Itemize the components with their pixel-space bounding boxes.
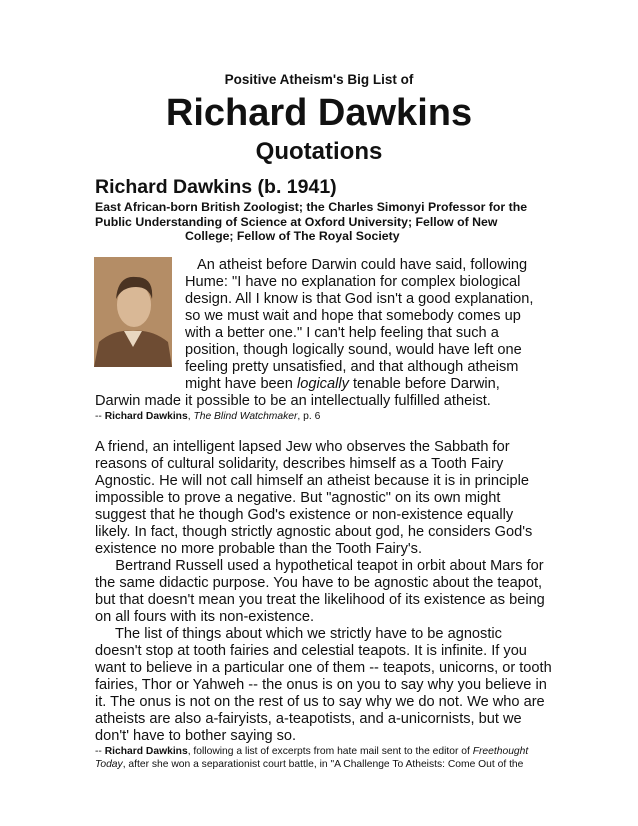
cite-author: Richard Dawkins bbox=[104, 411, 188, 422]
bio-line: College; Fellow of The Royal Society bbox=[185, 229, 400, 244]
text-line: suggest that he though God's existence or non-existence equally bbox=[95, 507, 514, 523]
text-line: doesn't stop at tooth fairies and celestial teapots. It is infinite. If you bbox=[95, 643, 527, 659]
cite-author: Richard Dawkins bbox=[104, 746, 188, 757]
text-line: Bertrand Russell used a hypothetical teapot in orbit about Mars for bbox=[95, 558, 544, 574]
text-line: impossible to prove a negative. But "agnostic" on its own might bbox=[95, 490, 501, 506]
person-bio bbox=[95, 200, 527, 244]
text-line: feeling pretty unsatisfied, and that although atheism bbox=[185, 359, 519, 375]
quote-1-citation bbox=[95, 410, 635, 423]
text-line: An atheist before Darwin could have said, following bbox=[197, 257, 528, 273]
cite-page: , p. 6 bbox=[297, 411, 321, 422]
quote-1-body bbox=[95, 257, 635, 410]
sep: , bbox=[187, 411, 194, 422]
page-title: Richard Dawkins bbox=[165, 92, 473, 134]
quote-2-citation bbox=[95, 745, 635, 771]
title-kicker: Positive Atheism's Big List of bbox=[224, 72, 414, 87]
person-heading: Richard Dawkins (b. 1941) bbox=[95, 176, 337, 198]
text-line: so we must wait and hope that somebody comes up bbox=[185, 308, 521, 324]
dash: -- bbox=[95, 411, 105, 422]
text-span: might have been bbox=[185, 376, 297, 392]
text-line: it. The onus is not on the rest of us to say why we do not. We who are bbox=[95, 694, 545, 710]
text-line: atheists are also a-fairyists, a-teapotists, and a-unicornists, but we bbox=[95, 711, 522, 727]
text-line: design. All I know is that God isn't a good explanation, bbox=[185, 291, 534, 307]
cite-text: , after she won a separationist court battle, in "A Challenge To Atheists: Come Out of the bbox=[122, 759, 524, 770]
cite-work: The Blind Watchmaker bbox=[193, 411, 298, 422]
dash: -- bbox=[95, 746, 105, 757]
quotations-flow bbox=[95, 257, 635, 771]
text-line: likely. In fact, though strictly agnostic about god, he considers God's bbox=[95, 524, 533, 540]
text-line: Darwin made it possible to be an intellectually fulfilled atheist. bbox=[95, 393, 491, 409]
text-line: with a better one." I can't help feeling that such a bbox=[185, 325, 499, 341]
text-line: want to believe in a particular one of them -- teapots, unicorns, or tooth bbox=[95, 660, 552, 676]
emphasis: logically bbox=[296, 376, 349, 392]
text-line: Agnostic. He will not call himself an atheist because it is in principle bbox=[95, 473, 529, 489]
cite-text: , following a list of excerpts from hate mail sent to the editor of bbox=[187, 746, 473, 757]
text-line: existence no more probable than the Tooth Fairy's. bbox=[95, 541, 423, 557]
text-line: don't' have to bother saying so. bbox=[95, 728, 297, 744]
text-line: reasons of cultural solidarity, describes himself as a Tooth Fairy bbox=[95, 456, 504, 472]
page-subtitle: Quotations bbox=[255, 138, 383, 165]
quote-2-body bbox=[95, 439, 635, 745]
text-line bbox=[95, 376, 635, 393]
cite-publication: Freethought bbox=[472, 746, 529, 757]
text-line: but that doesn't mean you treat the likelihood of its existence as being bbox=[95, 592, 545, 608]
text-line: position, though logically sound, would have left one bbox=[185, 342, 522, 358]
text-line: Hume: "I have no explanation for complex biological bbox=[185, 274, 521, 290]
text-line: fairies, Thor or Yahweh -- the onus is on you to say why you believe in bbox=[95, 677, 547, 693]
text-line: A friend, an intelligent lapsed Jew who observes the Sabbath for bbox=[95, 439, 510, 455]
bio-line: Public Understanding of Science at Oxford University; Fellow of New bbox=[95, 214, 498, 229]
text-line: on all fours with its non-existence. bbox=[95, 609, 315, 625]
text-span: tenable before Darwin, bbox=[348, 376, 500, 392]
bio-line: East African-born British Zoologist; the Charles Simonyi Professor for the bbox=[95, 200, 528, 214]
text-line: the same didactic purpose. You have to be agnostic about the teapot, bbox=[95, 575, 543, 591]
cite-publication: Today bbox=[95, 759, 123, 770]
text-line: The list of things about which we strictly have to be agnostic bbox=[95, 626, 502, 642]
